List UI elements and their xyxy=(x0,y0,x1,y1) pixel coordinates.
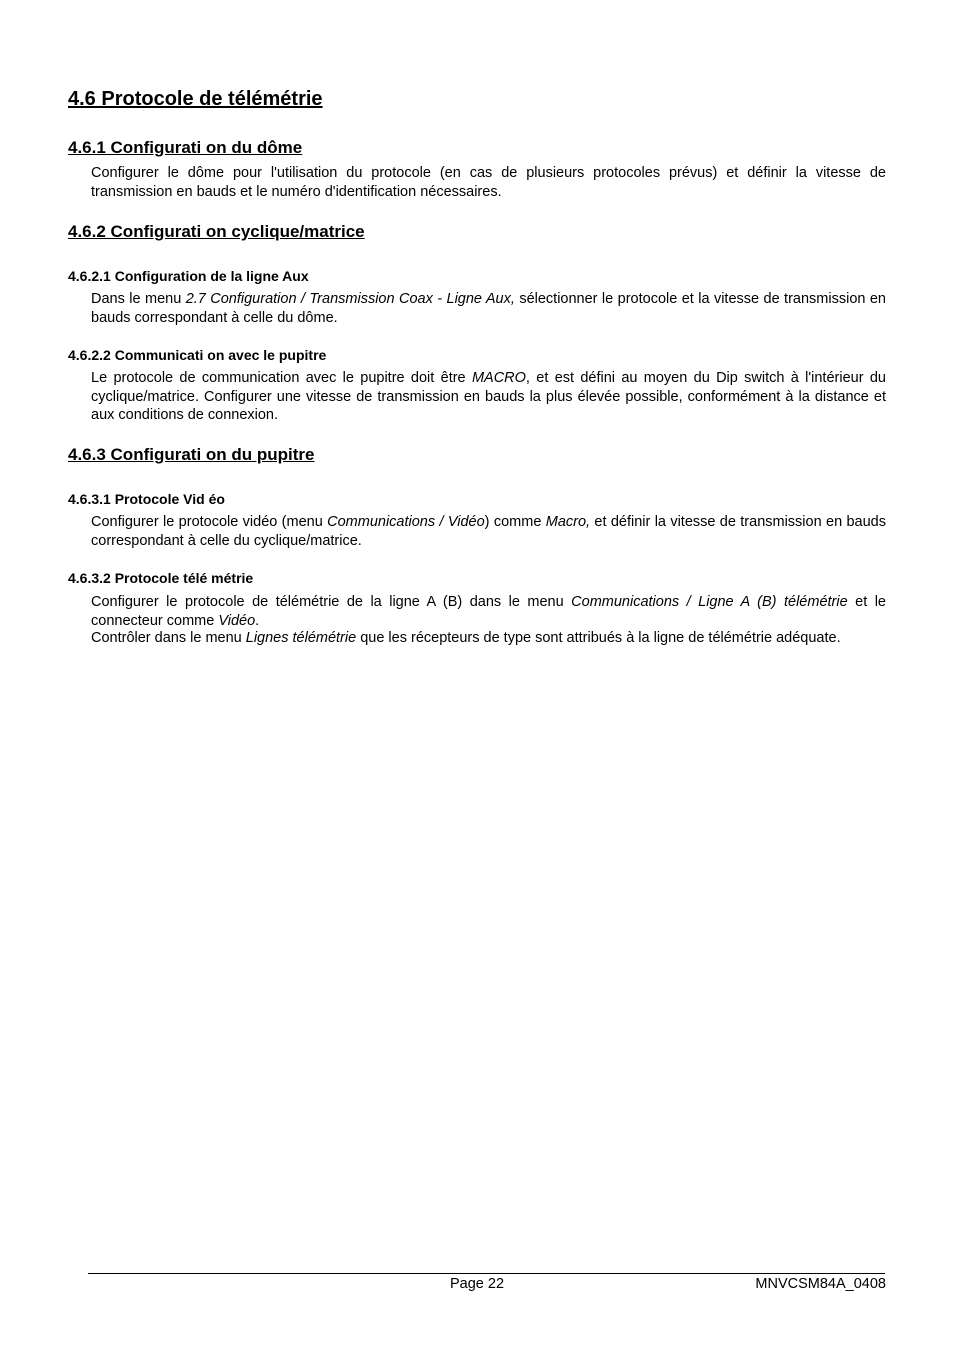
heading-4-6-2-1: 4.6.2.1 Configuration de la ligne Aux xyxy=(68,268,309,284)
text-run: ) comme xyxy=(484,514,546,530)
text-run: que les récepteurs de type sont attribués à la ligne de télémétrie adéquate. xyxy=(356,630,841,646)
menu-name-text: Lignes télémétrie xyxy=(245,630,357,646)
text-run: Configurer le protocole vidéo (menu xyxy=(91,514,328,530)
paragraph-4-6-2-1 xyxy=(91,290,886,327)
text-run: Dans le menu xyxy=(91,291,186,307)
text-run: sélectionner le protocole et la vitesse de transmission en bauds correspondant à celle du dôme. xyxy=(91,291,886,326)
text-run: Le protocole de communication avec le pupitre doit être xyxy=(91,370,472,386)
menu-path-text: Communications / Ligne A (B) télémétrie xyxy=(571,594,848,610)
section-title: 4.6 Protocole de télémétrie xyxy=(68,88,323,110)
text-run: et définir la vitesse de transmission en bauds correspondant à celle du cyclique/matrice. xyxy=(91,514,886,549)
heading-4-6-3-2: 4.6.3.2 Protocole télé métrie xyxy=(68,570,254,586)
paragraph-4-6-1: Configurer le dôme pour l'utilisation du protocole (en cas de plusieurs protocoles prévus) et définir la vitesse de transmission en bauds et le numéro d'identification nécessaires. xyxy=(91,165,886,200)
paragraph-4-6-2-2 xyxy=(91,369,886,425)
document-code: MNVCSM84A_0408 xyxy=(755,1276,886,1292)
connector-name-text: Vidéo xyxy=(218,612,256,629)
heading-4-6-2-2: 4.6.2.2 Communicati on avec le pupitre xyxy=(68,347,327,363)
heading-4-6-1: 4.6.1 Configurati on du dôme xyxy=(68,138,303,157)
text-run: et le connecteur comme xyxy=(91,594,886,629)
text-run: . xyxy=(255,612,260,629)
paragraph-4-6-3-2-check xyxy=(91,629,886,648)
heading-4-6-3-1: 4.6.3.1 Protocole Vid éo xyxy=(68,491,225,507)
paragraph-4-6-3-1 xyxy=(91,513,886,550)
protocol-name-text: MACRO xyxy=(471,370,526,386)
text-run: Configurer le protocole de télémétrie de la ligne A (B) dans le menu xyxy=(91,594,572,610)
page-number: Page 22 xyxy=(449,1276,505,1292)
paragraph-4-6-3-2 xyxy=(91,593,886,630)
heading-4-6-3: 4.6.3 Configurati on du pupitre xyxy=(68,445,315,464)
text-run: , et est défini au moyen du Dip switch à l'intérieur du cyclique/matrice. Configurer une vitesse de transmission en bauds la plus élevée possible, conformément à la distance et aux conditions de connexion. xyxy=(91,370,886,423)
protocol-name-text: Macro, xyxy=(545,514,591,530)
menu-path-text: 2.7 Configuration / Transmission Coax - Ligne Aux, xyxy=(185,291,515,307)
footer-divider xyxy=(88,1273,885,1274)
heading-4-6-2: 4.6.2 Configurati on cyclique/matrice xyxy=(68,222,365,241)
menu-path-text: Communications / Vidéo xyxy=(327,514,485,530)
text-run: Contrôler dans le menu xyxy=(91,630,246,646)
